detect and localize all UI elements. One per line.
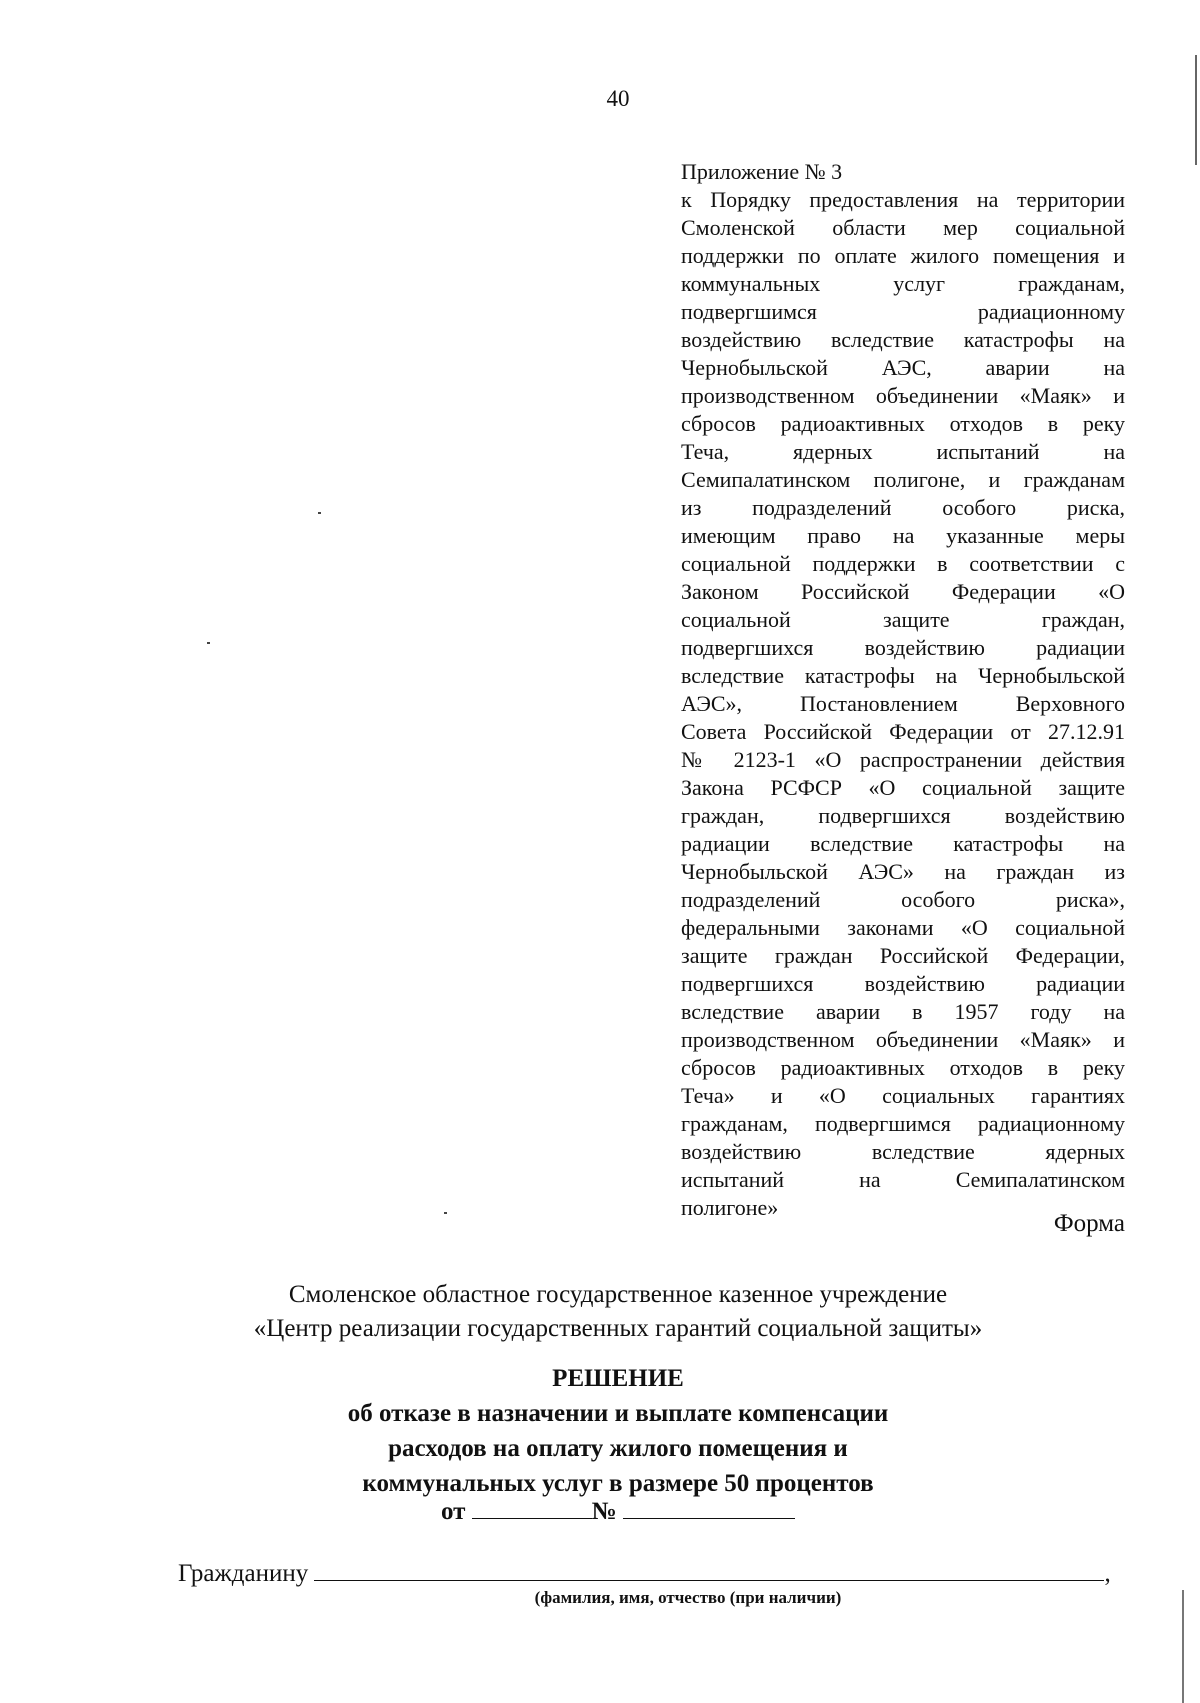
appendix-line: воздействию вследствие катастрофы на	[681, 327, 1125, 352]
scan-speck	[444, 1212, 447, 1214]
appendix-line: АЭС», Постановлением Верховного	[681, 691, 1125, 716]
appendix-line: испытаний на Семипалатинском	[681, 1167, 1125, 1192]
appendix-line: № 2123-1 «О распространении действия	[681, 747, 1125, 772]
decision-title: РЕШЕНИЕ	[552, 1365, 684, 1392]
organization-line: «Центр реализации государственных гарантий социальной защиты»	[253, 1315, 983, 1342]
appendix-line: Семипалатинском полигоне, и гражданам	[681, 467, 1125, 492]
appendix-line: к Порядку предоставления на территории	[681, 187, 1125, 212]
appendix-line: федеральными законами «О социальной	[681, 915, 1125, 940]
appendix-line: вследствие катастрофы на Чернобыльской	[681, 663, 1125, 688]
date-number-line	[0, 1494, 1200, 1526]
appendix-line: сбросов радиоактивных отходов в реку	[681, 1055, 1125, 1080]
scan-speck	[207, 642, 210, 644]
appendix-line: гражданам, подвергшимся радиационному	[681, 1111, 1125, 1136]
appendix-line: подразделений особого риска»,	[681, 887, 1125, 912]
date-label: от	[440, 1498, 466, 1525]
decision-subtitle-line: расходов на оплату жилого помещения и	[388, 1435, 848, 1462]
organization-name	[0, 1278, 1200, 1346]
appendix-line: Закона РСФСР «О социальной защите	[681, 775, 1125, 800]
citizen-name-blank	[314, 1556, 1104, 1581]
appendix-line: Законом Российской Федерации «О	[681, 579, 1125, 604]
appendix-line: сбросов радиоактивных отходов в реку	[681, 411, 1125, 436]
appendix-line: воздействию вследствие ядерных	[681, 1139, 1125, 1164]
appendix-line: полигоне»	[681, 1195, 779, 1220]
decision-heading	[0, 1361, 1200, 1501]
appendix-line: подвергшимся радиационному	[681, 299, 1125, 324]
form-label: Форма	[1053, 1210, 1125, 1237]
appendix-line: коммунальных услуг гражданам,	[681, 271, 1125, 296]
appendix-line: защите граждан Российской Федерации,	[681, 943, 1125, 968]
citizen-line	[178, 1556, 1111, 1588]
appendix-line: поддержки по оплате жилого помещения и	[681, 243, 1125, 268]
scan-speck	[318, 512, 321, 514]
appendix-line: Теча, ядерных испытаний на	[681, 439, 1125, 464]
citizen-name-hint: (фамилия, имя, отчество (при наличии)	[534, 1588, 842, 1607]
appendix-line: производственном объединении «Маяк» и	[681, 383, 1125, 408]
appendix-line: Совета Российской Федерации от 27.12.91	[681, 719, 1125, 744]
appendix-line: из подразделений особого риска,	[681, 495, 1125, 520]
appendix-line: подвергшихся воздействию радиации	[681, 635, 1125, 660]
appendix-line: социальной поддержки в соответствии с	[681, 551, 1125, 576]
number-blank	[623, 1494, 795, 1519]
citizen-trailing-comma: ,	[1104, 1560, 1111, 1587]
appendix-line: подвергшихся воздействию радиации	[681, 971, 1125, 996]
appendix-line: Теча» и «О социальных гарантиях	[681, 1083, 1125, 1108]
appendix-line: Чернобыльской АЭС, аварии на	[681, 355, 1125, 380]
appendix-line: производственном объединении «Маяк» и	[681, 1027, 1125, 1052]
number-label: №	[591, 1498, 617, 1525]
appendix-line: Приложение № 3	[681, 159, 843, 184]
organization-line: Смоленское областное государственное казенное учреждение	[288, 1281, 948, 1308]
date-blank	[472, 1494, 592, 1519]
appendix-note	[681, 158, 1125, 1222]
appendix-line: имеющим право на указанные меры	[681, 523, 1125, 548]
appendix-line: Чернобыльской АЭС» на граждан из	[681, 859, 1125, 884]
decision-subtitle-line: коммунальных услуг в размере 50 процентов	[362, 1470, 874, 1497]
appendix-line: социальной защите граждан,	[681, 607, 1125, 632]
appendix-line: вследствие аварии в 1957 году на	[681, 999, 1125, 1024]
appendix-line: Смоленской области мер социальной	[681, 215, 1125, 240]
appendix-line: радиации вследствие катастрофы на	[681, 831, 1125, 856]
citizen-label: Гражданину	[178, 1560, 309, 1587]
decision-subtitle-line: об отказе в назначении и выплате компенсации	[347, 1400, 889, 1427]
appendix-line: граждан, подвергшихся воздействию	[681, 803, 1125, 828]
page-number: 40	[606, 86, 630, 111]
